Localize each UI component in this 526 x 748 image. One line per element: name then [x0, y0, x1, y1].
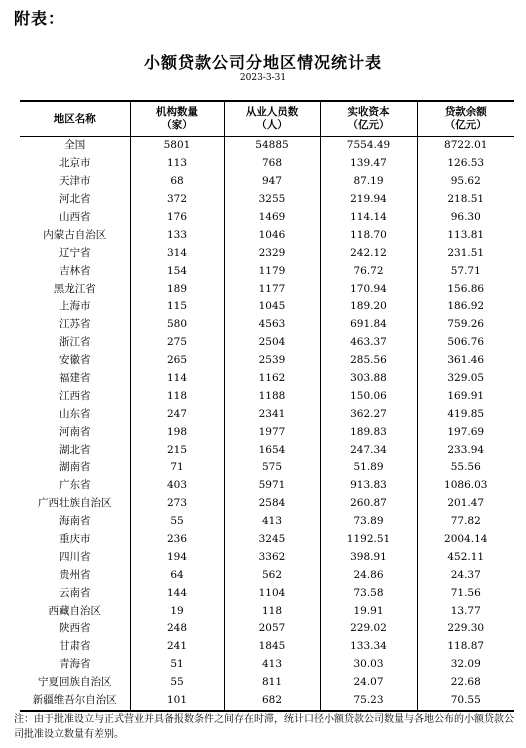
employees-cell: 2539: [224, 352, 320, 370]
region-cell: 河南省: [59, 425, 91, 438]
header-institutions-unit: （家）: [161, 119, 193, 131]
table-row: [20, 477, 514, 495]
employees-cell: 575: [224, 459, 320, 477]
employees-cell: 1046: [224, 226, 320, 244]
institutions-cell: 265: [130, 352, 224, 370]
table-row: [20, 513, 514, 531]
institutions-cell: 133: [130, 226, 224, 244]
institutions-cell: 101: [130, 692, 224, 711]
loan-balance-cell: 229.30: [417, 620, 514, 638]
loan-balance-cell: 95.62: [417, 173, 514, 191]
header-loan-balance-label: 贷款余额: [444, 106, 487, 118]
region-cell: 新疆维吾尔自治区: [32, 694, 117, 707]
employees-cell: 1654: [224, 441, 320, 459]
table-row: [20, 656, 514, 674]
table-row: [20, 370, 514, 388]
header-row: [20, 101, 514, 137]
paid-in-capital-cell: 7554.49: [320, 137, 417, 155]
header-institutions: [130, 101, 224, 137]
header-employees-label: 从业人员数: [245, 106, 299, 118]
table-row: [20, 352, 514, 370]
institutions-cell: 154: [130, 262, 224, 280]
paid-in-capital-cell: 24.86: [320, 566, 417, 584]
paid-in-capital-cell: 114.14: [320, 209, 417, 227]
paid-in-capital-cell: 139.47: [320, 155, 417, 173]
employees-cell: 1188: [224, 387, 320, 405]
loan-balance-cell: 361.46: [417, 352, 514, 370]
region-cell: 福建省: [59, 372, 91, 385]
region-cell: 西藏自治区: [48, 604, 101, 617]
paid-in-capital-cell: 24.07: [320, 674, 417, 692]
region-cell: 江苏省: [59, 318, 91, 331]
employees-cell: 3245: [224, 531, 320, 549]
loan-balance-cell: 71.56: [417, 584, 514, 602]
table-row: [20, 566, 514, 584]
employees-cell: 2584: [224, 495, 320, 513]
institutions-cell: 189: [130, 280, 224, 298]
institutions-cell: 68: [130, 173, 224, 191]
loan-balance-cell: 113.81: [417, 226, 514, 244]
footnote: 注：由于批准设立与正式营业并具备报数条件之间存在时滞，统计口径小额贷款公司数量与各地公布的小额贷款公司批准设立数量有差别。: [14, 714, 514, 740]
region-cell: 贵州省: [59, 568, 91, 581]
region-cell: 甘肃省: [59, 640, 91, 653]
region-cell: 山东省: [59, 407, 91, 420]
paid-in-capital-cell: 247.34: [320, 441, 417, 459]
paid-in-capital-cell: 229.02: [320, 620, 417, 638]
institutions-cell: 198: [130, 423, 224, 441]
loan-balance-cell: 70.55: [417, 692, 514, 711]
region-cell: 青海省: [59, 658, 91, 671]
institutions-cell: 19: [130, 602, 224, 620]
paid-in-capital-cell: 150.06: [320, 387, 417, 405]
loan-balance-cell: 506.76: [417, 334, 514, 352]
institutions-cell: 71: [130, 459, 224, 477]
paid-in-capital-cell: 913.83: [320, 477, 417, 495]
paid-in-capital-cell: 73.58: [320, 584, 417, 602]
loan-balance-cell: 1086.03: [417, 477, 514, 495]
institutions-cell: 118: [130, 387, 224, 405]
paid-in-capital-cell: 170.94: [320, 280, 417, 298]
loan-balance-cell: 197.69: [417, 423, 514, 441]
region-cell: 北京市: [59, 157, 91, 170]
region-cell: 广西壮族自治区: [38, 497, 112, 510]
employees-cell: 682: [224, 692, 320, 711]
employees-cell: 1045: [224, 298, 320, 316]
employees-cell: 811: [224, 674, 320, 692]
header-employees-unit: （人）: [256, 119, 288, 131]
employees-cell: 562: [224, 566, 320, 584]
paid-in-capital-cell: 76.72: [320, 262, 417, 280]
loan-balance-cell: 57.71: [417, 262, 514, 280]
table-row: [20, 602, 514, 620]
table-row: [20, 173, 514, 191]
header-employees: [224, 101, 320, 137]
employees-cell: 1977: [224, 423, 320, 441]
loan-balance-cell: 759.26: [417, 316, 514, 334]
employees-cell: 5971: [224, 477, 320, 495]
employees-cell: 3362: [224, 548, 320, 566]
employees-cell: 118: [224, 602, 320, 620]
region-cell: 广东省: [59, 479, 91, 492]
table-row-total: [20, 137, 514, 155]
loan-balance-cell: 55.56: [417, 459, 514, 477]
region-cell: 四川省: [59, 550, 91, 563]
table-row: [20, 692, 514, 711]
paid-in-capital-cell: 75.23: [320, 692, 417, 711]
header-region-label: 地区名称: [53, 112, 96, 125]
header-paid-in-capital-unit: （亿元）: [347, 119, 390, 131]
table-row: [20, 548, 514, 566]
header-loan-balance: [417, 101, 514, 137]
employees-cell: 1469: [224, 209, 320, 227]
loan-balance-cell: 32.09: [417, 656, 514, 674]
table-row: [20, 262, 514, 280]
paid-in-capital-cell: 398.91: [320, 548, 417, 566]
table-row: [20, 316, 514, 334]
paid-in-capital-cell: 285.56: [320, 352, 417, 370]
header-paid-in-capital: [320, 101, 417, 137]
paid-in-capital-cell: 463.37: [320, 334, 417, 352]
table-row: [20, 298, 514, 316]
employees-cell: 4563: [224, 316, 320, 334]
table-row: [20, 638, 514, 656]
paid-in-capital-cell: 19.91: [320, 602, 417, 620]
table-row: [20, 423, 514, 441]
table-title: 小额贷款公司分地区情况统计表: [143, 53, 382, 72]
loan-balance-cell: 24.37: [417, 566, 514, 584]
region-cell: 天津市: [59, 175, 91, 188]
institutions-cell: 176: [130, 209, 224, 227]
paid-in-capital-cell: 73.89: [320, 513, 417, 531]
employees-cell: 2057: [224, 620, 320, 638]
employees-cell: 2341: [224, 405, 320, 423]
table-row: [20, 405, 514, 423]
loan-balance-cell: 77.82: [417, 513, 514, 531]
loan-balance-cell: 118.87: [417, 638, 514, 656]
loan-balance-cell: 186.92: [417, 298, 514, 316]
table-body: [20, 137, 514, 711]
region-cell: 辽宁省: [59, 246, 91, 259]
institutions-cell: 236: [130, 531, 224, 549]
employees-cell: 2504: [224, 334, 320, 352]
institutions-cell: 144: [130, 584, 224, 602]
institutions-cell: 247: [130, 405, 224, 423]
table-date: 2023-3-31: [239, 73, 287, 83]
employees-cell: 413: [224, 656, 320, 674]
header-region: [20, 101, 130, 137]
statistics-table: [20, 100, 514, 712]
region-cell: 安徽省: [59, 354, 91, 367]
employees-cell: 1104: [224, 584, 320, 602]
institutions-cell: 273: [130, 495, 224, 513]
loan-balance-cell: 231.51: [417, 244, 514, 262]
loan-balance-cell: 126.53: [417, 155, 514, 173]
region-cell: 黑龙江省: [53, 282, 96, 295]
employees-cell: 54885: [224, 137, 320, 155]
institutions-cell: 248: [130, 620, 224, 638]
institutions-cell: 194: [130, 548, 224, 566]
loan-balance-cell: 156.86: [417, 280, 514, 298]
employees-cell: 768: [224, 155, 320, 173]
region-cell: 陕西省: [59, 622, 91, 635]
employees-cell: 1179: [224, 262, 320, 280]
institutions-cell: 55: [130, 674, 224, 692]
region-cell: 河北省: [59, 193, 91, 206]
table-row: [20, 334, 514, 352]
table-row: [20, 155, 514, 173]
institutions-cell: 580: [130, 316, 224, 334]
paid-in-capital-cell: 51.89: [320, 459, 417, 477]
table-row: [20, 280, 514, 298]
region-cell: 内蒙古自治区: [43, 228, 107, 241]
institutions-cell: 51: [130, 656, 224, 674]
paid-in-capital-cell: 87.19: [320, 173, 417, 191]
table-row: [20, 387, 514, 405]
institutions-cell: 372: [130, 191, 224, 209]
region-cell: 山西省: [59, 211, 91, 223]
region-cell: 全国: [64, 139, 86, 152]
region-cell: 湖北省: [59, 443, 91, 456]
paid-in-capital-cell: 362.27: [320, 405, 417, 423]
loan-balance-cell: 329.05: [417, 370, 514, 388]
table-row: [20, 531, 514, 549]
paid-in-capital-cell: 260.87: [320, 495, 417, 513]
loan-balance-cell: 8722.01: [417, 137, 514, 155]
institutions-cell: 241: [130, 638, 224, 656]
table-row: [20, 459, 514, 477]
loan-balance-cell: 201.47: [417, 495, 514, 513]
paid-in-capital-cell: 189.20: [320, 298, 417, 316]
institutions-cell: 314: [130, 244, 224, 262]
table-row: [20, 209, 514, 227]
paid-in-capital-cell: 30.03: [320, 656, 417, 674]
paid-in-capital-cell: 242.12: [320, 244, 417, 262]
institutions-cell: 215: [130, 441, 224, 459]
paid-in-capital-cell: 219.94: [320, 191, 417, 209]
table-row: [20, 441, 514, 459]
loan-balance-cell: 419.85: [417, 405, 514, 423]
institutions-cell: 64: [130, 566, 224, 584]
region-cell: 海南省: [59, 515, 91, 528]
institutions-cell: 114: [130, 370, 224, 388]
region-cell: 上海市: [59, 300, 91, 313]
region-cell: 重庆市: [59, 533, 91, 546]
table-row: [20, 674, 514, 692]
table-row: [20, 584, 514, 602]
paid-in-capital-cell: 303.88: [320, 370, 417, 388]
loan-balance-cell: 13.77: [417, 602, 514, 620]
region-cell: 云南省: [59, 586, 91, 599]
header-paid-in-capital-label: 实收资本: [347, 106, 390, 118]
table-row: [20, 620, 514, 638]
table-row: [20, 191, 514, 209]
header-loan-balance-unit: （亿元）: [444, 119, 487, 131]
employees-cell: 1845: [224, 638, 320, 656]
region-cell: 浙江省: [59, 336, 91, 349]
loan-balance-cell: 233.94: [417, 441, 514, 459]
institutions-cell: 5801: [130, 137, 224, 155]
employees-cell: 947: [224, 173, 320, 191]
employees-cell: 1177: [224, 280, 320, 298]
region-cell: 湖南省: [59, 461, 91, 474]
institutions-cell: 403: [130, 477, 224, 495]
table-row: [20, 244, 514, 262]
institutions-cell: 115: [130, 298, 224, 316]
table-row: [20, 226, 514, 244]
loan-balance-cell: 218.51: [417, 191, 514, 209]
institutions-cell: 55: [130, 513, 224, 531]
region-cell: 宁夏回族自治区: [38, 676, 112, 689]
loan-balance-cell: 452.11: [417, 548, 514, 566]
paid-in-capital-cell: 118.70: [320, 226, 417, 244]
table-row: [20, 495, 514, 513]
paid-in-capital-cell: 691.84: [320, 316, 417, 334]
loan-balance-cell: 169.91: [417, 387, 514, 405]
paid-in-capital-cell: 1192.51: [320, 531, 417, 549]
institutions-cell: 275: [130, 334, 224, 352]
employees-cell: 3255: [224, 191, 320, 209]
institutions-cell: 113: [130, 155, 224, 173]
region-cell: 江西省: [59, 389, 91, 402]
appendix-label: 附表：: [14, 9, 66, 28]
header-institutions-label: 机构数量: [156, 106, 198, 118]
employees-cell: 413: [224, 513, 320, 531]
loan-balance-cell: 22.68: [417, 674, 514, 692]
employees-cell: 2329: [224, 244, 320, 262]
loan-balance-cell: 96.30: [417, 209, 514, 227]
region-cell: 吉林省: [59, 264, 91, 277]
paid-in-capital-cell: 189.83: [320, 423, 417, 441]
loan-balance-cell: 2004.14: [417, 531, 514, 549]
paid-in-capital-cell: 133.34: [320, 638, 417, 656]
employees-cell: 1162: [224, 370, 320, 388]
